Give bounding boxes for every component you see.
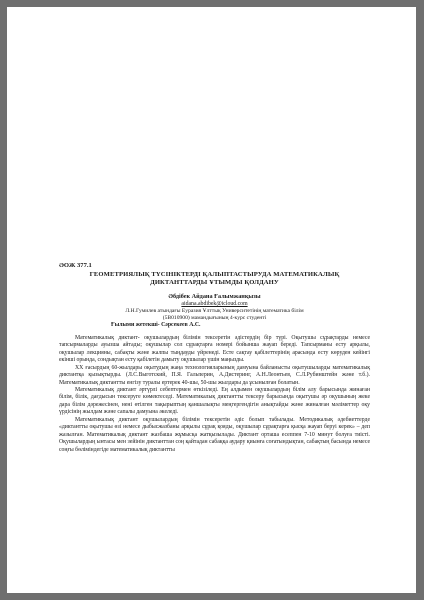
title-line: ДИКТАНТТАРДЫ ҰТЫМДЫ ҚОЛДАНУ bbox=[150, 279, 279, 287]
author-email-link[interactable]: aidana.abdibek@icloud.com bbox=[181, 301, 248, 307]
author-name: Әбдібек Айдана Ғалымжанқызы bbox=[168, 293, 261, 301]
article-body bbox=[59, 262, 370, 454]
body-paragraph: XX ғасырдың 60-жылдары оқытудың жаңа технологияларының дамуына байланысты оқытушыларды математикалық диктантқа қызықтырды. (Л.С.Выготский, П.Я. Гальперин, А.Дистеринг, А.Н.Леонтьев, С.Л.Рубинштейн және т.б.). Математикалық диктантты енгізу туралы ертерек 40-шы, 50-шы жылдары да ұсынылған болатын. bbox=[59, 364, 370, 386]
article-title bbox=[59, 271, 370, 287]
affiliation-line: Л.Н.Гумилев атындағы Еуразия Ұлттық Университетінің математика білім bbox=[125, 308, 304, 315]
body-paragraph: Математикалық диктант әртүрлі себептермен өткізіледі. Ең алдымен оқушылардың білім алу барысында жинаған білім, білік, дағдысын тексеруге көмектеседі. Математикалық диктантты тексеру барысында оқытушы әр оқушының жеке дара білім дәрежесінен, нені өтілген тақырыптың қаншалықты меңгергендігін анықтайды және жиналған мәліметтер оқу үрдісінің жылдам және сапалы дамуына әкеледі. bbox=[59, 386, 370, 416]
body-paragraph: Математикалық диктант- оқушылардың білімін тексеретін әдістердің бір түрі. Оқытушы сұрақтарды немесе тапсырмаларды ауызша айтады; оқушылар сол сұрақтарға номері бойынша жауап береді. Тапсырманы есту арқылы, оқушылар лекцияны, сабақты және жалпы тыңдауды үйренеді. Есте сақтау қабілеттерінің арасында есту көруден кейінгі екінші орында, сондықтан есту қабілетін дамыту оқушылар үшін маңызды. bbox=[59, 334, 370, 364]
affiliation-line: (5B010900) мамандығының 4-курс студенті bbox=[162, 315, 267, 322]
author-affiliation bbox=[59, 308, 370, 322]
udc-code: ӘОЖ 377.1 bbox=[59, 262, 92, 269]
document-page bbox=[7, 7, 416, 593]
body-paragraph: Математикалық диктант оқушылардың білімін тексеретін әдіс болып табылады. Методикалық әдебиеттерде «диктантты оқытушы өзі немесе дыбысжазбаны арқылы сұрақ қояды, оқушылар сұрақтарға қысқа жауап беруі керек» – деп жазылған. Математикалық диктант жазбаша жұмысқа жатқызылады. Диктант орташа есеппен 7-10 минут болуға тиісті. Оқушылардың ынтасы мен зейінін диктанттан соң қайтадан сабаққа аудару қиынға соғатындықтан, сабақтың басында немесе соңғы бөліміндегіде математикалық диктантты bbox=[59, 416, 370, 453]
scientific-advisor: Ғылыми жетекші- Сәрсекеев А.С. bbox=[111, 322, 201, 329]
title-line: ГЕОМЕТРИЯЛЫҚ ТҮСІНІКТЕРДІ ҚАЛЫПТАСТЫРУДА МАТЕМАТИКАЛЫҚ bbox=[89, 271, 340, 278]
